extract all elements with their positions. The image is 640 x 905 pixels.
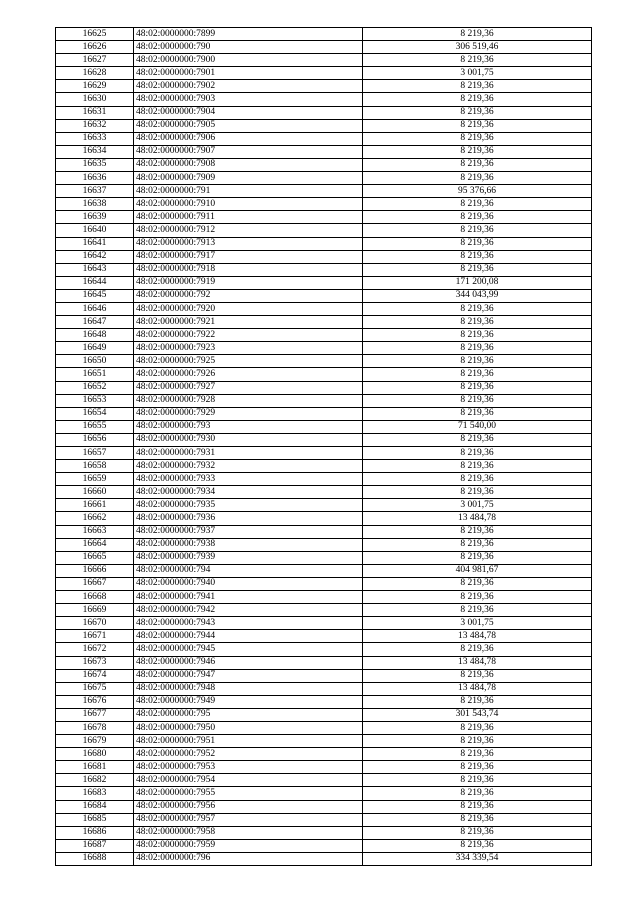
table-row	[56, 28, 592, 41]
row-number-cell: 16668	[56, 591, 134, 604]
value-cell: 8 219,36	[363, 368, 592, 381]
cadastral-number-cell: 48:02:0000000:7957	[134, 813, 363, 826]
table-row	[56, 525, 592, 538]
cadastral-number-cell: 48:02:0000000:7933	[134, 473, 363, 486]
row-number-cell: 16642	[56, 250, 134, 263]
cadastral-number-cell: 48:02:0000000:790	[134, 41, 363, 54]
table-row	[56, 381, 592, 394]
cadastral-number-cell: 48:02:0000000:7932	[134, 460, 363, 473]
row-number-cell: 16657	[56, 447, 134, 460]
value-cell: 8 219,36	[363, 132, 592, 145]
row-number-cell: 16660	[56, 486, 134, 499]
row-number-cell: 16674	[56, 669, 134, 682]
row-number-cell: 16670	[56, 617, 134, 630]
table-row	[56, 473, 592, 486]
cadastral-number-cell: 48:02:0000000:7905	[134, 119, 363, 132]
row-number-cell: 16688	[56, 852, 134, 865]
row-number-cell: 16659	[56, 473, 134, 486]
value-cell: 3 001,75	[363, 67, 592, 80]
table-row	[56, 656, 592, 669]
table-row	[56, 355, 592, 368]
row-number-cell: 16663	[56, 525, 134, 538]
table-row	[56, 106, 592, 119]
table-row	[56, 852, 592, 865]
row-number-cell: 16630	[56, 93, 134, 106]
cadastral-number-cell: 48:02:0000000:7908	[134, 158, 363, 171]
table-row	[56, 41, 592, 54]
value-cell: 8 219,36	[363, 381, 592, 394]
row-number-cell: 16655	[56, 420, 134, 433]
table-row	[56, 368, 592, 381]
cadastral-number-cell: 48:02:0000000:7947	[134, 669, 363, 682]
row-number-cell: 16632	[56, 119, 134, 132]
row-number-cell: 16664	[56, 538, 134, 551]
value-cell: 8 219,36	[363, 577, 592, 590]
cadastral-number-cell: 48:02:0000000:7952	[134, 748, 363, 761]
value-cell: 8 219,36	[363, 106, 592, 119]
value-cell: 301 543,74	[363, 708, 592, 721]
cadastral-number-cell: 48:02:0000000:7911	[134, 211, 363, 224]
table-row	[56, 604, 592, 617]
table-row	[56, 826, 592, 839]
table-row	[56, 237, 592, 250]
value-cell: 8 219,36	[363, 604, 592, 617]
table-row	[56, 499, 592, 512]
cadastral-number-cell: 48:02:0000000:7953	[134, 761, 363, 774]
table-row	[56, 342, 592, 355]
row-number-cell: 16666	[56, 564, 134, 577]
cadastral-number-cell: 48:02:0000000:7936	[134, 512, 363, 525]
row-number-cell: 16672	[56, 643, 134, 656]
value-cell: 8 219,36	[363, 145, 592, 158]
row-number-cell: 16636	[56, 172, 134, 185]
row-number-cell: 16639	[56, 211, 134, 224]
row-number-cell: 16669	[56, 604, 134, 617]
value-cell: 8 219,36	[363, 839, 592, 852]
cadastral-number-cell: 48:02:0000000:7902	[134, 80, 363, 93]
row-number-cell: 16653	[56, 394, 134, 407]
row-number-cell: 16647	[56, 316, 134, 329]
row-number-cell: 16651	[56, 368, 134, 381]
value-cell: 8 219,36	[363, 198, 592, 211]
table-row	[56, 512, 592, 525]
value-cell: 8 219,36	[363, 800, 592, 813]
value-cell: 8 219,36	[363, 28, 592, 41]
table-row	[56, 185, 592, 198]
cadastral-number-cell: 48:02:0000000:7921	[134, 316, 363, 329]
table-row	[56, 735, 592, 748]
table-row	[56, 787, 592, 800]
cadastral-number-cell: 48:02:0000000:7948	[134, 682, 363, 695]
value-cell: 8 219,36	[363, 525, 592, 538]
cadastral-number-cell: 48:02:0000000:7942	[134, 604, 363, 617]
table-row	[56, 564, 592, 577]
cadastral-number-cell: 48:02:0000000:7935	[134, 499, 363, 512]
value-cell: 8 219,36	[363, 237, 592, 250]
table-row	[56, 486, 592, 499]
table-row	[56, 132, 592, 145]
table-row	[56, 433, 592, 446]
value-cell: 8 219,36	[363, 447, 592, 460]
cadastral-number-cell: 48:02:0000000:7938	[134, 538, 363, 551]
value-cell: 8 219,36	[363, 787, 592, 800]
table-row	[56, 80, 592, 93]
row-number-cell: 16678	[56, 721, 134, 734]
cadastral-number-cell: 48:02:0000000:7899	[134, 28, 363, 41]
cadastral-number-cell: 48:02:0000000:7956	[134, 800, 363, 813]
table-row	[56, 276, 592, 289]
row-number-cell: 16684	[56, 800, 134, 813]
table-row	[56, 67, 592, 80]
value-cell: 8 219,36	[363, 761, 592, 774]
value-cell: 8 219,36	[363, 394, 592, 407]
cadastral-number-cell: 48:02:0000000:7912	[134, 224, 363, 237]
value-cell: 8 219,36	[363, 316, 592, 329]
cadastral-number-cell: 48:02:0000000:7929	[134, 407, 363, 420]
table-row	[56, 93, 592, 106]
row-number-cell: 16626	[56, 41, 134, 54]
cadastral-number-cell: 48:02:0000000:7901	[134, 67, 363, 80]
table-row	[56, 447, 592, 460]
value-cell: 8 219,36	[363, 473, 592, 486]
cadastral-number-cell: 48:02:0000000:794	[134, 564, 363, 577]
table-row	[56, 591, 592, 604]
value-cell: 8 219,36	[363, 407, 592, 420]
value-cell: 8 219,36	[363, 591, 592, 604]
cadastral-number-cell: 48:02:0000000:7943	[134, 617, 363, 630]
row-number-cell: 16650	[56, 355, 134, 368]
value-cell: 8 219,36	[363, 748, 592, 761]
table-row	[56, 551, 592, 564]
row-number-cell: 16675	[56, 682, 134, 695]
value-cell: 8 219,36	[363, 551, 592, 564]
table-row	[56, 695, 592, 708]
cadastral-number-cell: 48:02:0000000:796	[134, 852, 363, 865]
table-row	[56, 748, 592, 761]
row-number-cell: 16680	[56, 748, 134, 761]
table-row	[56, 158, 592, 171]
cadastral-number-cell: 48:02:0000000:7900	[134, 54, 363, 67]
value-cell: 404 981,67	[363, 564, 592, 577]
table-row	[56, 617, 592, 630]
value-cell: 71 540,00	[363, 420, 592, 433]
row-number-cell: 16635	[56, 158, 134, 171]
cadastral-number-cell: 48:02:0000000:7928	[134, 394, 363, 407]
value-cell: 8 219,36	[363, 329, 592, 342]
cadastral-number-cell: 48:02:0000000:7920	[134, 302, 363, 315]
table-row	[56, 316, 592, 329]
row-number-cell: 16631	[56, 106, 134, 119]
cadastral-number-cell: 48:02:0000000:7939	[134, 551, 363, 564]
row-number-cell: 16643	[56, 263, 134, 276]
value-cell: 8 219,36	[363, 263, 592, 276]
row-number-cell: 16646	[56, 302, 134, 315]
value-cell: 13 484,78	[363, 512, 592, 525]
table-row	[56, 669, 592, 682]
cadastral-number-cell: 48:02:0000000:7959	[134, 839, 363, 852]
row-number-cell: 16681	[56, 761, 134, 774]
table-row	[56, 119, 592, 132]
row-number-cell: 16633	[56, 132, 134, 145]
value-cell: 13 484,78	[363, 630, 592, 643]
row-number-cell: 16676	[56, 695, 134, 708]
cadastral-number-cell: 48:02:0000000:792	[134, 289, 363, 302]
value-cell: 8 219,36	[363, 355, 592, 368]
table-row	[56, 302, 592, 315]
table-row	[56, 813, 592, 826]
cadastral-number-cell: 48:02:0000000:7934	[134, 486, 363, 499]
value-cell: 8 219,36	[363, 721, 592, 734]
table-row	[56, 407, 592, 420]
table-row	[56, 289, 592, 302]
value-cell: 8 219,36	[363, 538, 592, 551]
row-number-cell: 16649	[56, 342, 134, 355]
cadastral-number-cell: 48:02:0000000:7925	[134, 355, 363, 368]
value-cell: 8 219,36	[363, 643, 592, 656]
table-body	[56, 28, 592, 866]
value-cell: 95 376,66	[363, 185, 592, 198]
cadastral-number-cell: 48:02:0000000:7910	[134, 198, 363, 211]
cadastral-number-cell: 48:02:0000000:7950	[134, 721, 363, 734]
value-cell: 8 219,36	[363, 54, 592, 67]
row-number-cell: 16645	[56, 289, 134, 302]
table-row	[56, 329, 592, 342]
row-number-cell: 16671	[56, 630, 134, 643]
table-row	[56, 172, 592, 185]
cadastral-number-cell: 48:02:0000000:793	[134, 420, 363, 433]
cadastral-number-cell: 48:02:0000000:7951	[134, 735, 363, 748]
value-cell: 8 219,36	[363, 433, 592, 446]
row-number-cell: 16641	[56, 237, 134, 250]
table-row	[56, 774, 592, 787]
row-number-cell: 16687	[56, 839, 134, 852]
value-cell: 8 219,36	[363, 774, 592, 787]
row-number-cell: 16637	[56, 185, 134, 198]
value-cell: 8 219,36	[363, 211, 592, 224]
cadastral-number-cell: 48:02:0000000:7904	[134, 106, 363, 119]
table-row	[56, 630, 592, 643]
value-cell: 8 219,36	[363, 172, 592, 185]
table-row	[56, 721, 592, 734]
cadastral-number-cell: 48:02:0000000:7946	[134, 656, 363, 669]
row-number-cell: 16679	[56, 735, 134, 748]
table-row	[56, 800, 592, 813]
table-row	[56, 420, 592, 433]
value-cell: 8 219,36	[363, 826, 592, 839]
row-number-cell: 16629	[56, 80, 134, 93]
row-number-cell: 16682	[56, 774, 134, 787]
table-row	[56, 198, 592, 211]
value-cell: 8 219,36	[363, 224, 592, 237]
row-number-cell: 16665	[56, 551, 134, 564]
value-cell: 3 001,75	[363, 499, 592, 512]
row-number-cell: 16685	[56, 813, 134, 826]
row-number-cell: 16640	[56, 224, 134, 237]
table-row	[56, 250, 592, 263]
row-number-cell: 16652	[56, 381, 134, 394]
row-number-cell: 16661	[56, 499, 134, 512]
row-number-cell: 16644	[56, 276, 134, 289]
cadastral-number-cell: 48:02:0000000:7940	[134, 577, 363, 590]
table-row	[56, 538, 592, 551]
value-cell: 8 219,36	[363, 302, 592, 315]
row-number-cell: 16677	[56, 708, 134, 721]
value-cell: 8 219,36	[363, 669, 592, 682]
value-cell: 8 219,36	[363, 813, 592, 826]
row-number-cell: 16673	[56, 656, 134, 669]
cadastral-number-cell: 48:02:0000000:7931	[134, 447, 363, 460]
cadastral-number-cell: 48:02:0000000:7949	[134, 695, 363, 708]
table-row	[56, 682, 592, 695]
cadastral-number-cell: 48:02:0000000:795	[134, 708, 363, 721]
row-number-cell: 16662	[56, 512, 134, 525]
table-row	[56, 54, 592, 67]
row-number-cell: 16628	[56, 67, 134, 80]
cadastral-number-cell: 48:02:0000000:7909	[134, 172, 363, 185]
cadastral-number-cell: 48:02:0000000:7907	[134, 145, 363, 158]
cadastral-number-cell: 48:02:0000000:7945	[134, 643, 363, 656]
cadastral-number-cell: 48:02:0000000:7918	[134, 263, 363, 276]
cadastral-number-cell: 48:02:0000000:7958	[134, 826, 363, 839]
cadastral-number-cell: 48:02:0000000:7926	[134, 368, 363, 381]
cadastral-number-cell: 48:02:0000000:7927	[134, 381, 363, 394]
table-row	[56, 708, 592, 721]
row-number-cell: 16656	[56, 433, 134, 446]
value-cell: 8 219,36	[363, 119, 592, 132]
table-row	[56, 145, 592, 158]
value-cell: 8 219,36	[363, 158, 592, 171]
cadastral-number-cell: 48:02:0000000:7944	[134, 630, 363, 643]
cadastral-number-cell: 48:02:0000000:7917	[134, 250, 363, 263]
table-row	[56, 224, 592, 237]
table-row	[56, 643, 592, 656]
row-number-cell: 16648	[56, 329, 134, 342]
value-cell: 171 200,08	[363, 276, 592, 289]
table-row	[56, 460, 592, 473]
row-number-cell: 16667	[56, 577, 134, 590]
value-cell: 8 219,36	[363, 80, 592, 93]
cadastral-number-cell: 48:02:0000000:7941	[134, 591, 363, 604]
row-number-cell: 16654	[56, 407, 134, 420]
table-row	[56, 577, 592, 590]
cadastral-number-cell: 48:02:0000000:7906	[134, 132, 363, 145]
row-number-cell: 16627	[56, 54, 134, 67]
table-row	[56, 211, 592, 224]
cadastral-number-cell: 48:02:0000000:7919	[134, 276, 363, 289]
row-number-cell: 16638	[56, 198, 134, 211]
value-cell: 13 484,78	[363, 682, 592, 695]
row-number-cell: 16686	[56, 826, 134, 839]
value-cell: 334 339,54	[363, 852, 592, 865]
value-cell: 8 219,36	[363, 460, 592, 473]
table-row	[56, 839, 592, 852]
value-cell: 306 519,46	[363, 41, 592, 54]
cadastral-number-cell: 48:02:0000000:7937	[134, 525, 363, 538]
value-cell: 13 484,78	[363, 656, 592, 669]
table-row	[56, 394, 592, 407]
value-cell: 8 219,36	[363, 486, 592, 499]
value-cell: 8 219,36	[363, 250, 592, 263]
cadastral-number-cell: 48:02:0000000:7903	[134, 93, 363, 106]
table-row	[56, 263, 592, 276]
row-number-cell: 16634	[56, 145, 134, 158]
value-cell: 8 219,36	[363, 342, 592, 355]
table-row	[56, 761, 592, 774]
cadastral-number-cell: 48:02:0000000:7930	[134, 433, 363, 446]
cadastral-number-cell: 48:02:0000000:7955	[134, 787, 363, 800]
value-cell: 344 043,99	[363, 289, 592, 302]
value-cell: 8 219,36	[363, 735, 592, 748]
cadastral-number-cell: 48:02:0000000:791	[134, 185, 363, 198]
cadastral-number-cell: 48:02:0000000:7913	[134, 237, 363, 250]
row-number-cell: 16683	[56, 787, 134, 800]
cadastral-value-table	[55, 27, 592, 866]
value-cell: 8 219,36	[363, 93, 592, 106]
cadastral-number-cell: 48:02:0000000:7922	[134, 329, 363, 342]
cadastral-number-cell: 48:02:0000000:7954	[134, 774, 363, 787]
row-number-cell: 16658	[56, 460, 134, 473]
value-cell: 3 001,75	[363, 617, 592, 630]
value-cell: 8 219,36	[363, 695, 592, 708]
cadastral-number-cell: 48:02:0000000:7923	[134, 342, 363, 355]
row-number-cell: 16625	[56, 28, 134, 41]
